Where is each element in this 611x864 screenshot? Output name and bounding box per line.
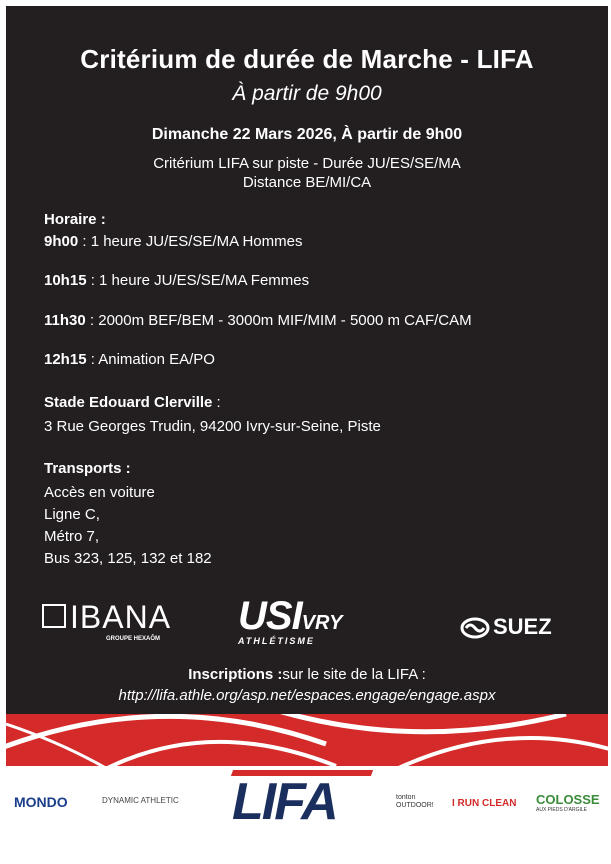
- event-subtitle: À partir de 9h00: [232, 82, 382, 105]
- ibana-square-icon: [42, 604, 66, 628]
- lifa-logo: LIFA: [232, 773, 337, 831]
- schedule-item: 11h30 : 2000m BEF/BEM - 3000m MIF/MIM - 5000 m CAF/CAM: [44, 312, 472, 329]
- transport-line: Métro 7,: [44, 528, 100, 545]
- transport-line: Accès en voiture: [44, 484, 155, 501]
- transport-line: Ligne C,: [44, 506, 100, 523]
- venue-heading: Stade Edouard Clerville :: [44, 394, 221, 411]
- ibana-logo: IBANA GROUPE HEXAÔM: [42, 604, 171, 630]
- transport-line: Bus 323, 125, 132 et 182: [44, 550, 212, 567]
- colosse-logo: COLOSSE AUX PIEDS D'ARGILE: [536, 792, 600, 813]
- event-description: [6, 154, 608, 192]
- tonton-outdoor-logo: tonton OUTDOOR!: [396, 794, 434, 809]
- usi-ivry-logo: USIVRY ATHLÉTISME: [238, 594, 343, 646]
- description-line: Critérium LIFA sur piste - Durée JU/ES/SE/MA: [153, 155, 461, 172]
- track-banner: [6, 714, 608, 766]
- inscriptions: Inscriptions :sur le site de la LIFA : http://lifa.athle.org/asp.net/espaces.engage/engage.aspx: [6, 664, 608, 706]
- inscriptions-label: Inscriptions :: [188, 666, 283, 683]
- suez-logo: SUEZ: [460, 614, 552, 640]
- track-lines-decoration: [6, 714, 608, 766]
- dynamic-athletic-logo: DYNAMIC ATHLETIC: [102, 796, 179, 805]
- schedule-heading: Horaire :: [44, 211, 106, 228]
- event-date: Dimanche 22 Mars 2026, À partir de 9h00: [151, 126, 463, 143]
- mondo-logo: MONDO: [14, 794, 68, 810]
- schedule-item: 9h00 : 1 heure JU/ES/SE/MA Hommes: [44, 233, 303, 250]
- sponsor-bar: [6, 766, 608, 864]
- schedule-item: 10h15 : 1 heure JU/ES/SE/MA Femmes: [44, 272, 310, 289]
- irun-clean-logo: I RUN CLEAN: [452, 798, 517, 809]
- event-title: Critérium de durée de Marche - LIFA: [80, 44, 534, 74]
- inscriptions-link[interactable]: http://lifa.athle.org/asp.net/espaces.engage/engage.aspx: [118, 687, 496, 704]
- event-poster: [6, 6, 608, 714]
- transports-heading: Transports :: [44, 460, 131, 477]
- venue-address: 3 Rue Georges Trudin, 94200 Ivry-sur-Seine, Piste: [44, 418, 381, 435]
- schedule-item: 12h15 : Animation EA/PO: [44, 351, 215, 368]
- description-line: Distance BE/MI/CA: [242, 174, 372, 191]
- partner-logos: [6, 596, 608, 652]
- transports-list: [44, 482, 212, 570]
- suez-swirl-icon: [460, 617, 490, 639]
